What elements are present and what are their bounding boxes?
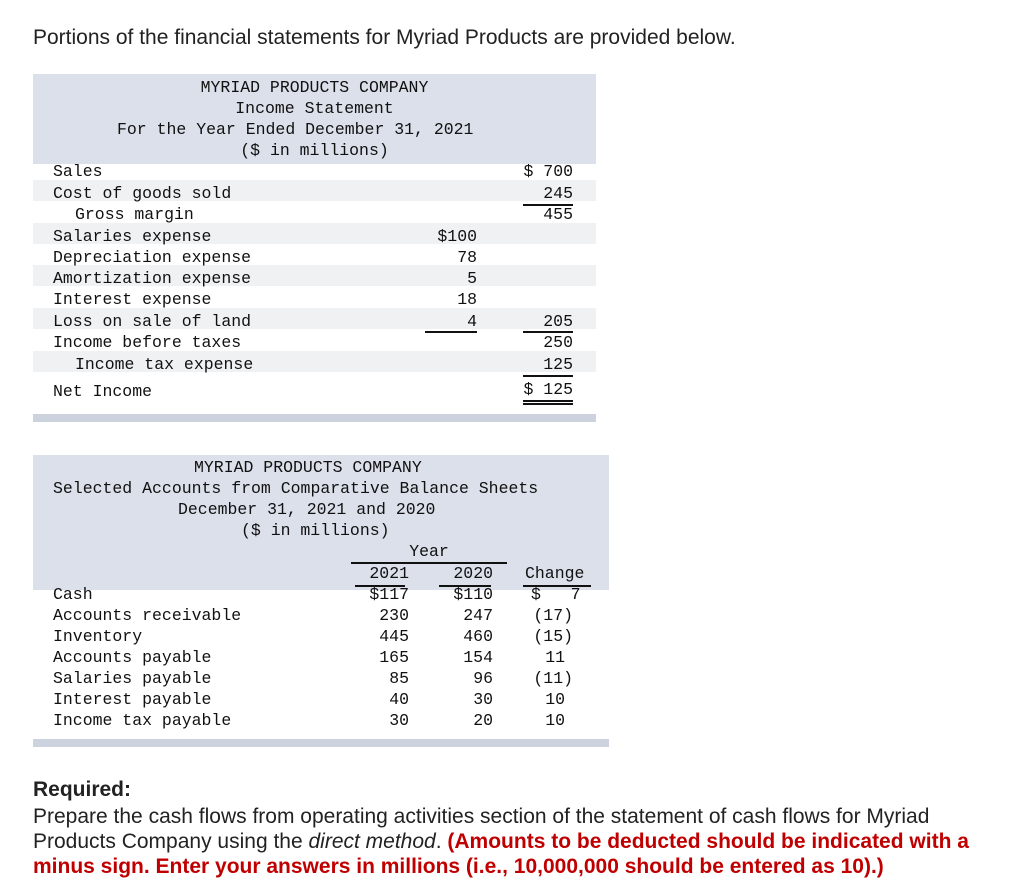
bs-2021-income-tax-payable: 30 [389, 711, 409, 730]
bs-2020-cash: $110 [453, 585, 493, 604]
row-label-amortization: Amortization expense [53, 269, 252, 288]
row-label-depreciation: Depreciation expense [53, 248, 252, 267]
bs-label-cash: Cash [53, 585, 93, 604]
bs-change-ap: 11 [545, 648, 565, 667]
required-text-end: . [435, 830, 448, 853]
bs-2020-interest-payable: 30 [473, 690, 493, 709]
row-label-income-tax: Income tax expense [75, 355, 254, 374]
income-statement-footer [33, 414, 596, 422]
row-value-interest: 18 [457, 290, 477, 309]
bs-label-income-tax-payable: Income tax payable [53, 711, 232, 730]
required-title: Required: [33, 778, 132, 801]
bs-2021-cash: $117 [369, 585, 409, 604]
bs-change-salaries-payable: (11) [533, 669, 573, 688]
balance-sheet-units: ($ in millions) [241, 521, 390, 540]
row-value-gross-margin: 455 [543, 205, 573, 224]
row-label-gross-margin: Gross margin [75, 205, 194, 224]
balance-sheet-period: December 31, 2021 and 2020 [178, 500, 436, 519]
underline [425, 331, 477, 333]
col-header-2021: 2021 [369, 564, 409, 583]
row-label-loss-on-land: Loss on sale of land [53, 312, 252, 331]
intro-text: Portions of the financial statements for Myriad Products are provided below. [33, 26, 736, 49]
row-value-net-income: $ 125 [523, 380, 573, 399]
row-value-sales: $ 700 [523, 162, 573, 181]
bs-label-ap: Accounts payable [53, 648, 212, 667]
col-header-2020: 2020 [453, 564, 493, 583]
bs-change-interest-payable: 10 [545, 690, 565, 709]
bs-2021-salaries-payable: 85 [389, 669, 409, 688]
row-label-interest: Interest expense [53, 290, 212, 309]
bs-2021-interest-payable: 40 [389, 690, 409, 709]
required-method: direct method [308, 830, 436, 853]
row-value-depreciation: 78 [457, 248, 477, 267]
row-value-amortization: 5 [467, 269, 477, 288]
bs-change-cash: $ 7 [531, 585, 581, 604]
row-label-sales: Sales [53, 162, 103, 181]
balance-sheet-title: Selected Accounts from Comparative Balance Sheets [53, 479, 539, 498]
row-value-cogs: 245 [543, 184, 573, 203]
double-underline [523, 400, 573, 402]
balance-sheet-company: MYRIAD PRODUCTS COMPANY [194, 458, 422, 477]
underline [523, 375, 573, 377]
bs-change-income-tax-payable: 10 [545, 711, 565, 730]
row-label-net-income: Net Income [53, 382, 153, 401]
balance-sheet-panel [33, 455, 609, 747]
bs-label-ar: Accounts receivable [53, 606, 242, 625]
year-header: Year [409, 542, 449, 561]
col-header-change: Change [525, 564, 585, 583]
bs-2020-income-tax-payable: 20 [473, 711, 493, 730]
required-note: (Amounts to be deducted should be indicated with a minus sign. Enter your answers in millions (i.e., 10,000,000 should be entered as 10).) [33, 830, 969, 878]
bs-2021-inventory: 445 [379, 627, 409, 646]
income-statement-company: MYRIAD PRODUCTS COMPANY [200, 78, 429, 97]
bs-2021-ap: 165 [379, 648, 409, 667]
income-statement-units: ($ in millions) [240, 141, 389, 160]
row-value-income-tax: 125 [543, 355, 573, 374]
row-total-expenses: 205 [543, 312, 573, 331]
row-value-income-before-taxes: 250 [543, 333, 573, 352]
row-label-income-before-taxes: Income before taxes [53, 333, 242, 352]
row-label-cogs: Cost of goods sold [53, 184, 232, 203]
bs-2020-salaries-payable: 96 [473, 669, 493, 688]
double-underline [523, 403, 573, 405]
row-label-salaries: Salaries expense [53, 227, 212, 246]
bs-2020-ap: 154 [463, 648, 493, 667]
bs-label-salaries-payable: Salaries payable [53, 669, 212, 688]
required-instructions [33, 804, 1008, 879]
income-statement-title: Income Statement [235, 99, 394, 118]
balance-sheet-footer [33, 739, 609, 747]
bs-2021-ar: 230 [379, 606, 409, 625]
income-statement-panel [33, 74, 596, 422]
bs-label-inventory: Inventory [53, 627, 143, 646]
income-statement-period: For the Year Ended December 31, 2021 [117, 120, 474, 139]
bs-label-interest-payable: Interest payable [53, 690, 212, 709]
row-value-salaries: $100 [437, 227, 477, 246]
bs-2020-inventory: 460 [463, 627, 493, 646]
row-value-loss-on-land: 4 [467, 312, 477, 331]
bs-change-ar: (17) [533, 606, 573, 625]
bs-2020-ar: 247 [463, 606, 493, 625]
required-text: Prepare the cash flows from operating activities section of the statement of cash flows for Myriad Products Company using the [33, 805, 930, 853]
bs-change-inventory: (15) [533, 627, 573, 646]
